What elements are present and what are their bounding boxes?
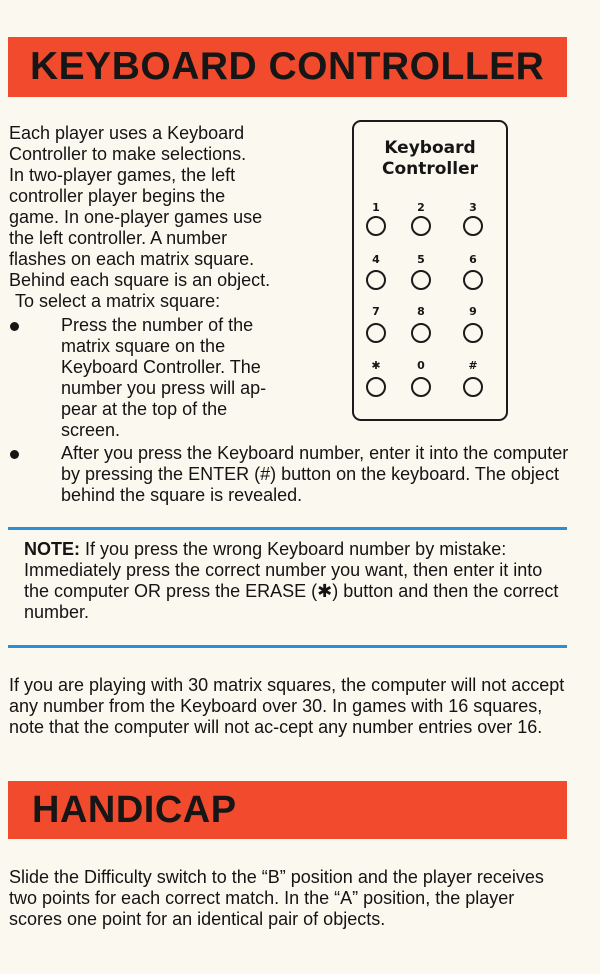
keypad-key-label: 1 [372,201,380,214]
bullet-text: Press the number of the matrix square on the Keyboard Controller. The number you press will ap-pear at the top of the screen. [61,315,267,440]
keypad-key-label: 4 [372,253,380,266]
handicap-banner [8,781,567,839]
bullet-item [10,443,570,506]
intro-line: controller player begins the [9,186,226,206]
intro-line: the left controller. A number [9,228,228,248]
keypad-key-circle-icon [411,216,431,236]
intro-line: Controller to make selections. [9,144,247,164]
instruction-bullets [10,315,290,441]
note-top-rule [8,527,567,530]
handicap-heading: HANDICAP [32,788,237,831]
keypad-key-circle-icon [366,270,386,290]
keypad-key-circle-icon [366,377,386,397]
keypad-title: Keyboard Controller [381,138,478,179]
keypad-key-circle-icon [366,216,386,236]
note-box [24,539,572,623]
bullet-text: After you press the Keyboard number, enter it into the computer by pressing the ENTER (#) button on the keyboard. The object behind the square is revealed. [61,443,569,505]
handicap-paragraph: Slide the Difficulty switch to the “B” position and the player receives two points for each correct match. In the “A” position, the player scores one point for an identical pair of objects. [9,867,544,929]
keyboard-controller-illustration [352,120,508,421]
keyboard-controller-banner [8,37,567,97]
keypad-key-circle-icon [463,216,483,236]
note-first-line [24,539,572,560]
keypad-key-circle-icon [366,323,386,343]
keypad-key-circle-icon [411,377,431,397]
note-label: NOTE: [24,539,80,559]
keypad-key-label: 6 [469,253,477,266]
instruction-bullets [10,443,570,506]
matrix-limits-paragraph: If you are playing with 30 matrix squares, the computer will not accept any number from the Keyboard over 30. In games with 16 squares, note that the computer will not ac-cept any number entries over 16. [9,675,565,737]
intro-line: flashes on each matrix square. [9,249,255,269]
keypad-key-label: ✱ [371,359,381,372]
note-intro: If you press the wrong Keyboard number by mistake: [80,539,507,559]
keypad-key-circle-icon [411,270,431,290]
keyboard-controller-heading: KEYBOARD CONTROLLER [30,45,545,88]
keypad-key-label: 0 [417,359,425,372]
keypad-key-circle-icon [463,323,483,343]
intro-line: Behind each square is an object. [9,270,271,290]
keypad-key-label: # [468,359,478,372]
intro-line: To select a matrix square: [15,291,221,311]
bullet-item [10,315,290,441]
keypad-key-circle-icon [411,323,431,343]
note-bottom-rule [8,645,567,648]
intro-line: game. In one-player games use [9,207,263,227]
keypad-key-label: 5 [417,253,425,266]
intro-paragraph [9,123,339,312]
keypad-key-label: 3 [469,201,477,214]
intro-line: Each player uses a Keyboard [9,123,245,143]
keypad-key-circle-icon [463,270,483,290]
keypad-key-label: 7 [372,305,380,318]
intro-line: In two-player games, the left [9,165,236,185]
note-body: Immediately press the correct number you want, then enter it into the computer OR press the ERASE (✱) button and then the correct number. [24,560,559,622]
bullet-dot-icon [10,450,19,459]
bullet-dot-icon [10,322,19,331]
keypad-key-label: 9 [469,305,477,318]
keypad-key-label: 8 [417,305,425,318]
keypad-key-label: 2 [417,201,425,214]
keypad-key-circle-icon [463,377,483,397]
